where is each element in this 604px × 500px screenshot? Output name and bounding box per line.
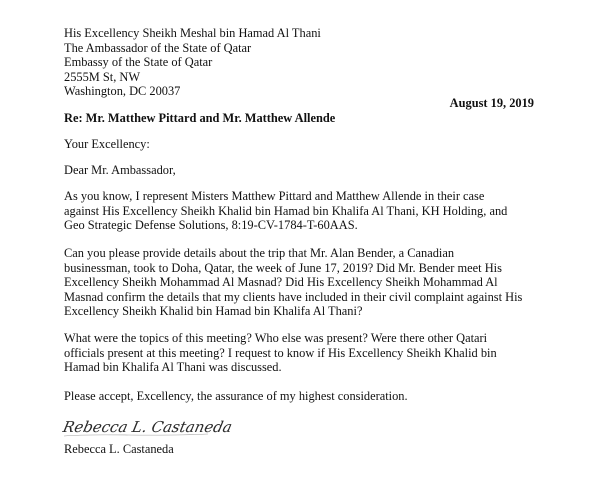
recipient-line: Embassy of the State of Qatar — [64, 55, 213, 70]
body-paragraph — [64, 189, 548, 233]
salutation-personal: Dear Mr. Ambassador, — [64, 163, 176, 177]
paragraph-line: Hamad bin Khalifa Al Thani was discussed. — [64, 360, 282, 375]
paragraph-line: against His Excellency Sheikh Khalid bin Hamad bin Khalifa Al Thani, KH Holding, and — [64, 203, 508, 218]
handwritten-signature — [58, 414, 248, 440]
letter-date: August 19, 2019 — [449, 96, 534, 110]
paragraph-line: Can you please provide details about the trip that Mr. Alan Bender, a Canadian — [64, 246, 455, 260]
recipient-line: 2555M St, NW — [64, 69, 141, 84]
paragraph-line: businessman, took to Doha, Qatar, the week of June 17, 2019? Did Mr. Bender meet His — [64, 260, 502, 275]
salutation-formal: Your Excellency: — [64, 137, 150, 151]
subject-line: Re: Mr. Matthew Pittard and Mr. Matthew Allende — [64, 111, 336, 125]
recipient-address-block — [64, 26, 484, 99]
recipient-line: The Ambassador of the State of Qatar — [64, 40, 252, 55]
paragraph-line: As you know, I represent Misters Matthew Pittard and Matthew Allende in their case — [64, 189, 485, 203]
paragraph-line: Excellency Sheikh Mohammad Al Masnad? Did His Excellency Sheikh Mohammad Al — [64, 275, 498, 290]
paragraph-line: Excellency Sheikh Khalid bin Hamad bin Khalifa Al Thani? — [64, 304, 363, 319]
paragraph-line: officials present at this meeting? I request to know if His Excellency Sheikh Khalid bin — [64, 345, 497, 360]
paragraph-line: Masnad confirm the details that my clients have included in their civil complaint against His — [64, 289, 523, 304]
body-paragraph — [64, 246, 548, 319]
paragraph-line: Geo Strategic Defense Solutions, 8:19-CV-1784-T-60AAS. — [64, 218, 358, 233]
recipient-line: His Excellency Sheikh Meshal bin Hamad Al Thani — [64, 26, 321, 40]
recipient-line: Washington, DC 20037 — [64, 84, 181, 99]
closing-line: Please accept, Excellency, the assurance of my highest consideration. — [64, 389, 408, 403]
body-paragraph — [64, 331, 548, 375]
signatory-name: Rebecca L. Castaneda — [64, 442, 174, 456]
signature-script: Rebecca L. Castaneda — [61, 418, 234, 436]
paragraph-line: What were the topics of this meeting? Who else was present? Were there other Qatari — [64, 331, 488, 345]
